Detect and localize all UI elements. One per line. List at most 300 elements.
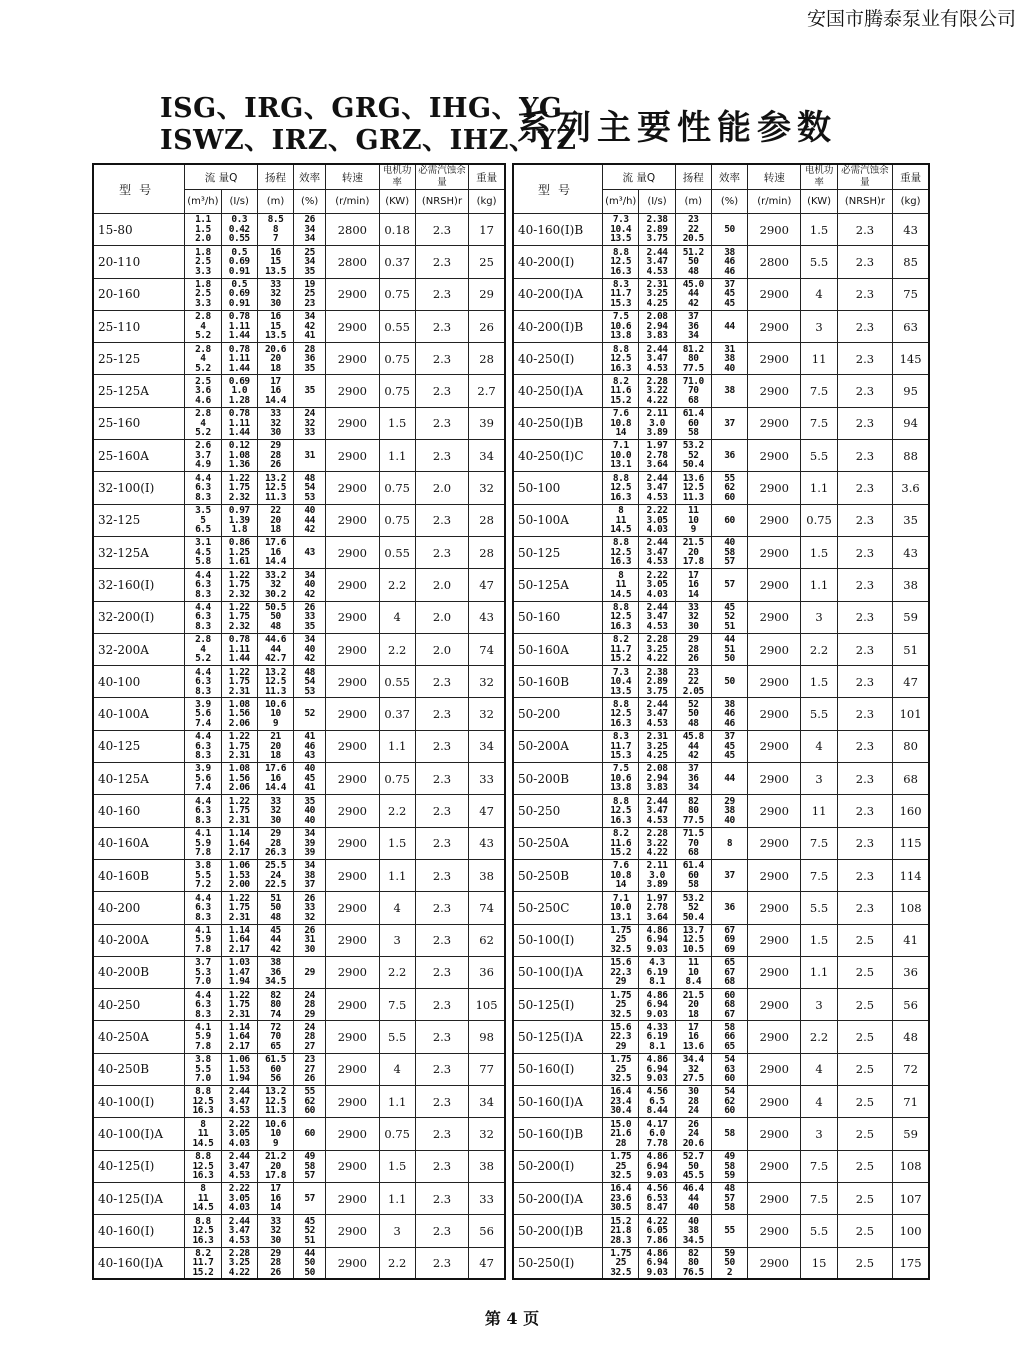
head-cell-value: 32 [270, 417, 281, 429]
efficiency-cell [294, 1247, 326, 1279]
head-cell-value: 80 [688, 353, 699, 365]
efficiency-cell-value: 36 [304, 353, 315, 365]
flow-ls-cell [639, 730, 675, 762]
head-cell-value: 16 [270, 385, 281, 397]
flow-ls-cell [639, 472, 675, 504]
flow-m3h-cell-value: 12.5 [610, 611, 632, 623]
speed-cell: 2900 [748, 892, 801, 924]
head-cell [675, 536, 711, 568]
head-cell-value: 50 [270, 611, 281, 623]
efficiency-cell-value: 60 [304, 1128, 315, 1140]
efficiency-cell-value: 34 [304, 311, 315, 323]
weight-cell: 62 [469, 924, 505, 956]
head-cell-value: 48 [688, 265, 699, 277]
flow-ls-cell [221, 666, 257, 698]
flow-ls-cell-value: 1.44 [228, 330, 250, 342]
speed-cell: 2900 [748, 440, 801, 472]
model-cell: 50-125(I)A [513, 1021, 603, 1053]
model-cell: 40-200 [93, 892, 185, 924]
efficiency-cell-value: 33 [304, 902, 315, 914]
weight-cell: 51 [893, 633, 929, 665]
efficiency-cell-value: 58 [724, 1160, 735, 1172]
head-cell [257, 246, 293, 278]
head-cell [675, 1182, 711, 1214]
flow-m3h-cell-value: 3.9 [195, 763, 211, 775]
efficiency-cell [294, 795, 326, 827]
npsh-cell: 2.3 [415, 795, 468, 827]
head-cell [257, 375, 293, 407]
flow-ls-cell-value: 4.25 [646, 297, 668, 309]
flow-ls-cell-value: 0.91 [228, 265, 250, 277]
efficiency-cell-value: 48 [304, 666, 315, 678]
flow-m3h-cell [185, 1118, 221, 1150]
header-head: 扬程 [257, 164, 293, 190]
flow-ls-cell [221, 310, 257, 342]
weight-cell: 59 [893, 601, 929, 633]
efficiency-cell-value: 60 [724, 1105, 735, 1117]
head-cell-value: 12.5 [265, 482, 286, 494]
efficiency-cell [294, 698, 326, 730]
flow-ls-cell-value: 1.22 [228, 666, 250, 678]
flow-m3h-cell-value: 4 [200, 353, 206, 365]
head-cell-value: 48 [270, 620, 281, 632]
flow-m3h-cell [603, 1053, 639, 1085]
power-cell: 4 [801, 730, 837, 762]
head-cell-value: 52.7 [682, 1151, 704, 1162]
speed-cell: 2900 [326, 956, 379, 988]
weight-cell: 32 [469, 698, 505, 730]
flow-ls-cell-value: 3.83 [646, 330, 668, 342]
efficiency-cell-value: 34 [304, 860, 315, 872]
flow-ls-cell [221, 1053, 257, 1085]
head-cell [257, 1053, 293, 1085]
table-row [93, 698, 505, 730]
flow-m3h-cell-value: 1.75 [610, 989, 632, 1001]
flow-m3h-cell-value: 7.3 [612, 666, 629, 678]
efficiency-cell-value: 37 [724, 417, 735, 429]
flow-m3h-cell [185, 375, 221, 407]
flow-ls-cell-value: 2.17 [228, 943, 250, 955]
flow-ls-cell-value: 2.22 [646, 505, 668, 517]
flow-m3h-cell-value: 6.3 [195, 740, 211, 752]
flow-ls-cell [221, 730, 257, 762]
efficiency-cell-value: 38 [724, 246, 735, 258]
flow-m3h-cell [185, 892, 221, 924]
flow-ls-cell-value: 4.22 [646, 394, 668, 406]
efficiency-cell [711, 924, 747, 956]
flow-m3h-cell-value: 10.0 [610, 449, 632, 461]
head-cell-value: 42.7 [265, 653, 286, 665]
flow-m3h-cell-value: 7.2 [195, 879, 211, 891]
flow-m3h-cell-value: 5.2 [195, 653, 211, 665]
power-cell: 0.55 [379, 310, 415, 342]
head-cell [257, 956, 293, 988]
efficiency-cell [711, 407, 747, 439]
table-row [93, 730, 505, 762]
efficiency-cell [711, 666, 747, 698]
table-row [513, 246, 929, 278]
weight-cell: 36 [469, 956, 505, 988]
power-cell: 4 [801, 1086, 837, 1118]
flow-ls-cell-value: 3.64 [646, 911, 668, 923]
efficiency-cell-value: 37 [724, 731, 735, 743]
efficiency-cell-value: 40 [304, 805, 315, 817]
table-row [93, 1215, 505, 1247]
flow-m3h-cell [185, 795, 221, 827]
flow-ls-cell-value: 6.94 [646, 999, 668, 1011]
flow-m3h-cell [603, 730, 639, 762]
power-cell: 2.2 [379, 1247, 415, 1279]
unit-flow-m3h: (m³/h) [185, 190, 221, 214]
efficiency-cell-value: 41 [304, 731, 315, 743]
weight-cell: 56 [469, 1215, 505, 1247]
power-cell: 1.1 [801, 956, 837, 988]
table-row [93, 1118, 505, 1150]
model-cell: 40-200(I) [513, 246, 603, 278]
efficiency-cell-value: 57 [724, 556, 735, 568]
head-cell-value: 18 [270, 362, 281, 374]
model-cell: 40-100(I) [93, 1086, 185, 1118]
efficiency-cell-value: 36 [724, 449, 735, 461]
head-cell [257, 1086, 293, 1118]
flow-m3h-cell-value: 16.3 [610, 491, 632, 503]
flow-ls-cell-value: 2.06 [228, 782, 250, 794]
flow-ls-cell-value: 6.94 [646, 1160, 668, 1172]
flow-m3h-cell-value: 11 [197, 1192, 209, 1204]
flow-m3h-cell [185, 343, 221, 375]
flow-ls-cell-value: 2.17 [228, 847, 250, 859]
weight-cell: 47 [469, 1247, 505, 1279]
head-cell-value: 52 [688, 449, 699, 461]
power-cell: 1.5 [801, 536, 837, 568]
flow-ls-cell-value: 4.56 [646, 1183, 668, 1195]
head-cell-value: 34.4 [682, 1054, 704, 1066]
head-cell-value: 29 [688, 634, 699, 646]
flow-m3h-cell [185, 440, 221, 472]
flow-m3h-cell-value: 10.0 [610, 902, 632, 914]
flow-ls-cell-value: 3.47 [646, 708, 668, 720]
speed-cell: 2900 [748, 1150, 801, 1182]
efficiency-cell-value: 25 [304, 288, 315, 300]
flow-ls-cell-value: 0.69 [228, 375, 250, 387]
model-cell: 40-160B [93, 859, 185, 891]
head-cell [257, 827, 293, 859]
speed-cell: 2900 [326, 763, 379, 795]
flow-ls-cell-value: 3.47 [646, 353, 668, 365]
speed-cell: 2800 [326, 214, 379, 246]
head-cell-value: 21.5 [682, 537, 704, 549]
model-cell: 50-160(I)B [513, 1118, 603, 1150]
unit-power: (KW) [379, 190, 415, 214]
npsh-cell: 2.3 [837, 407, 892, 439]
power-cell: 1.5 [801, 214, 837, 246]
efficiency-cell-value: 30 [304, 943, 315, 955]
head-cell-value: 28 [270, 449, 281, 461]
flow-m3h-cell [185, 859, 221, 891]
head-cell-value: 56 [270, 1073, 281, 1085]
flow-m3h-cell [185, 633, 221, 665]
flow-ls-cell-value: 0.42 [228, 223, 250, 235]
model-cell: 40-100(I)A [93, 1118, 185, 1150]
flow-m3h-cell [185, 569, 221, 601]
flow-m3h-cell-value: 5.2 [195, 362, 211, 374]
flow-m3h-cell-value: 8.8 [612, 246, 629, 258]
power-cell: 7.5 [379, 989, 415, 1021]
flow-m3h-cell-value: 4 [200, 643, 206, 655]
flow-ls-cell-value: 3.47 [228, 1160, 250, 1172]
head-cell-value: 70 [270, 1031, 281, 1043]
flow-ls-cell-value: 2.22 [228, 1118, 250, 1130]
model-cell: 50-250 [513, 795, 603, 827]
npsh-cell: 2.3 [837, 698, 892, 730]
head-cell-value: 28 [688, 1095, 699, 1107]
flow-m3h-cell [603, 698, 639, 730]
flow-m3h-cell-value: 8.8 [195, 1215, 211, 1227]
efficiency-cell-value: 54 [304, 482, 315, 494]
header-motor-power: 电机功率 [379, 164, 415, 190]
efficiency-cell-value: 29 [724, 795, 735, 807]
flow-ls-cell [639, 1021, 675, 1053]
efficiency-cell-value: 51 [724, 643, 735, 655]
flow-m3h-cell-value: 10.4 [610, 676, 632, 688]
flow-m3h-cell-value: 15.3 [610, 297, 632, 309]
flow-m3h-cell [185, 924, 221, 956]
head-cell-value: 58 [688, 879, 699, 891]
flow-m3h-cell-value: 5 [200, 514, 206, 526]
flow-ls-cell-value: 3.75 [646, 233, 668, 245]
power-cell: 2.2 [379, 795, 415, 827]
efficiency-cell [294, 1086, 326, 1118]
table-row [513, 569, 929, 601]
flow-m3h-cell-value: 8 [618, 505, 624, 517]
table-row [93, 214, 505, 246]
flow-m3h-cell-value: 5.3 [195, 966, 211, 978]
weight-cell: 94 [893, 407, 929, 439]
weight-cell: 38 [893, 569, 929, 601]
flow-ls-cell-value: 4.86 [646, 924, 668, 936]
speed-cell: 2900 [748, 278, 801, 310]
head-cell [675, 343, 711, 375]
weight-cell: 114 [893, 859, 929, 891]
efficiency-cell [711, 214, 747, 246]
model-cell: 40-250B [93, 1053, 185, 1085]
efficiency-cell-value: 57 [304, 1192, 315, 1204]
flow-ls-cell-value: 1.97 [646, 440, 668, 452]
efficiency-cell-value: 50 [724, 223, 735, 235]
efficiency-cell-value: 50 [724, 676, 735, 688]
efficiency-cell-value: 57 [724, 579, 735, 591]
flow-m3h-cell-value: 2.5 [195, 375, 211, 387]
head-cell-value: 17.8 [265, 1170, 286, 1181]
flow-m3h-cell-value: 4.4 [195, 472, 211, 484]
unit-speed: (r/min) [326, 190, 379, 214]
table-row [513, 1118, 929, 1150]
flow-m3h-cell [603, 1118, 639, 1150]
flow-ls-cell-value: 2.08 [646, 763, 668, 775]
model-cell: 25-125 [93, 343, 185, 375]
table-row [93, 989, 505, 1021]
power-cell: 7.5 [801, 407, 837, 439]
table-row [513, 763, 929, 795]
flow-m3h-cell-value: 28.3 [610, 1234, 632, 1246]
npsh-cell: 2.3 [415, 214, 468, 246]
flow-ls-cell-value: 1.22 [228, 795, 250, 807]
flow-ls-cell-value: 1.11 [228, 320, 250, 332]
flow-m3h-cell-value: 4.4 [195, 569, 211, 581]
flow-m3h-cell [603, 214, 639, 246]
flow-m3h-cell-value: 1.1 [195, 214, 211, 226]
speed-cell: 2900 [326, 278, 379, 310]
flow-m3h-cell-value: 8.3 [195, 685, 211, 697]
flow-ls-cell-value: 1.22 [228, 892, 250, 904]
flow-m3h-cell-value: 12.5 [192, 1225, 214, 1237]
power-cell: 2.2 [801, 1021, 837, 1053]
efficiency-cell-value: 35 [304, 385, 315, 397]
efficiency-cell-value: 55 [304, 1086, 315, 1098]
flow-ls-cell [639, 246, 675, 278]
flow-m3h-cell-value: 25 [615, 934, 626, 946]
flow-m3h-cell [603, 795, 639, 827]
model-cell: 40-200(I)A [513, 278, 603, 310]
table-row [513, 666, 929, 698]
model-cell: 50-160(I)A [513, 1086, 603, 1118]
speed-cell: 2900 [748, 472, 801, 504]
model-cell: 40-250A [93, 1021, 185, 1053]
flow-m3h-cell-value: 5.2 [195, 330, 211, 342]
efficiency-cell [711, 1086, 747, 1118]
flow-ls-cell-value: 2.28 [646, 634, 668, 646]
flow-m3h-cell-value: 30.5 [610, 1202, 632, 1214]
weight-cell: 2.7 [469, 375, 505, 407]
weight-cell: 74 [469, 633, 505, 665]
flow-m3h-cell-value: 1.8 [195, 278, 211, 290]
efficiency-cell-value: 42 [304, 653, 315, 665]
efficiency-cell-value: 60 [724, 514, 735, 526]
flow-m3h-cell-value: 4.4 [195, 989, 211, 1001]
weight-cell: 95 [893, 375, 929, 407]
flow-ls-cell [221, 601, 257, 633]
flow-ls-cell-value: 2.28 [646, 828, 668, 840]
power-cell: 0.37 [379, 698, 415, 730]
flow-ls-cell-value: 3.83 [646, 782, 668, 794]
table-row [513, 1182, 929, 1214]
flow-m3h-cell-value: 21.6 [610, 1128, 632, 1140]
efficiency-cell [294, 310, 326, 342]
table-row [93, 601, 505, 633]
efficiency-cell-value: 50 [304, 1266, 315, 1278]
head-cell-value: 44 [688, 1192, 699, 1204]
flow-m3h-cell-value: 16.4 [610, 1086, 632, 1098]
flow-ls-cell-value: 0.5 [231, 278, 248, 290]
efficiency-cell-value: 58 [724, 1202, 735, 1214]
head-cell-value: 20.6 [682, 1137, 704, 1149]
power-cell: 3 [801, 989, 837, 1021]
flow-m3h-cell-value: 6.5 [195, 524, 211, 536]
speed-cell: 2900 [748, 1086, 801, 1118]
flow-ls-cell-value: 1.75 [228, 482, 250, 494]
npsh-cell: 2.3 [837, 859, 892, 891]
efficiency-cell-value: 58 [724, 1021, 735, 1033]
flow-m3h-cell-value: 1.75 [610, 1054, 632, 1066]
speed-cell: 2900 [326, 1150, 379, 1182]
flow-ls-cell-value: 0.12 [228, 440, 250, 452]
model-cell: 40-200B [93, 956, 185, 988]
flow-ls-cell-value: 6.5 [649, 1095, 665, 1107]
head-cell-value: 28 [688, 643, 699, 655]
head-cell [675, 472, 711, 504]
head-cell-value: 60 [688, 869, 699, 881]
npsh-cell: 2.5 [837, 1118, 892, 1150]
efficiency-cell-value: 49 [724, 1151, 735, 1162]
efficiency-cell-value: 62 [724, 482, 735, 494]
head-cell-value: 52 [688, 902, 699, 914]
speed-cell: 2900 [748, 924, 801, 956]
flow-m3h-cell [185, 1215, 221, 1247]
efficiency-cell [294, 472, 326, 504]
speed-cell: 2800 [326, 246, 379, 278]
head-cell-value: 14 [688, 588, 699, 600]
head-cell-value: 16 [270, 311, 281, 323]
efficiency-cell-value: 45 [304, 1215, 315, 1227]
page-title: 系列主要性能参数 [517, 108, 837, 148]
flow-m3h-cell-value: 8 [618, 569, 624, 581]
head-cell-value: 16 [688, 579, 699, 591]
efficiency-cell-value: 46 [724, 717, 735, 729]
head-cell-value: 81.2 [682, 343, 704, 355]
head-cell-value: 51 [270, 892, 281, 904]
power-cell: 1.5 [379, 407, 415, 439]
flow-ls-cell-value: 9.03 [646, 1170, 668, 1181]
flow-ls-cell-value: 2.32 [228, 588, 250, 600]
flow-m3h-cell-value: 14.5 [192, 1202, 214, 1214]
flow-m3h-cell-value: 16.3 [192, 1234, 214, 1246]
head-cell [675, 633, 711, 665]
efficiency-cell [711, 246, 747, 278]
speed-cell: 2900 [326, 1247, 379, 1279]
header-flow: 流 量Q [185, 164, 258, 190]
power-cell: 0.75 [379, 343, 415, 375]
header-weight: 重量 [469, 164, 505, 190]
model-cell: 50-250A [513, 827, 603, 859]
table-row [513, 343, 929, 375]
head-cell-value: 8.5 [267, 214, 284, 226]
flow-ls-cell-value: 2.31 [228, 750, 250, 762]
efficiency-cell [711, 1053, 747, 1085]
weight-cell: 28 [469, 343, 505, 375]
speed-cell: 2900 [748, 504, 801, 536]
flow-m3h-cell-value: 15.6 [610, 1021, 632, 1033]
model-cell: 50-200(I) [513, 1150, 603, 1182]
flow-ls-cell-value: 8.47 [646, 1202, 668, 1214]
flow-ls-cell-value: 3.47 [646, 546, 668, 558]
flow-ls-cell [639, 956, 675, 988]
flow-ls-cell-value: 4.03 [228, 1202, 250, 1214]
flow-m3h-cell [603, 989, 639, 1021]
unit-power: (KW) [801, 190, 837, 214]
speed-cell: 2900 [748, 666, 801, 698]
head-cell-value: 12.5 [265, 1095, 286, 1107]
weight-cell: 47 [893, 666, 929, 698]
flow-ls-cell [221, 504, 257, 536]
flow-ls-cell-value: 4.22 [646, 653, 668, 665]
table-row [93, 1021, 505, 1053]
head-cell-value: 33.2 [265, 569, 286, 581]
efficiency-cell-value: 53 [304, 685, 315, 697]
flow-ls-cell-value: 1.11 [228, 643, 250, 655]
head-cell-value: 10 [270, 1128, 281, 1140]
efficiency-cell-value: 50 [304, 1257, 315, 1269]
head-cell-value: 13.5 [265, 265, 286, 277]
